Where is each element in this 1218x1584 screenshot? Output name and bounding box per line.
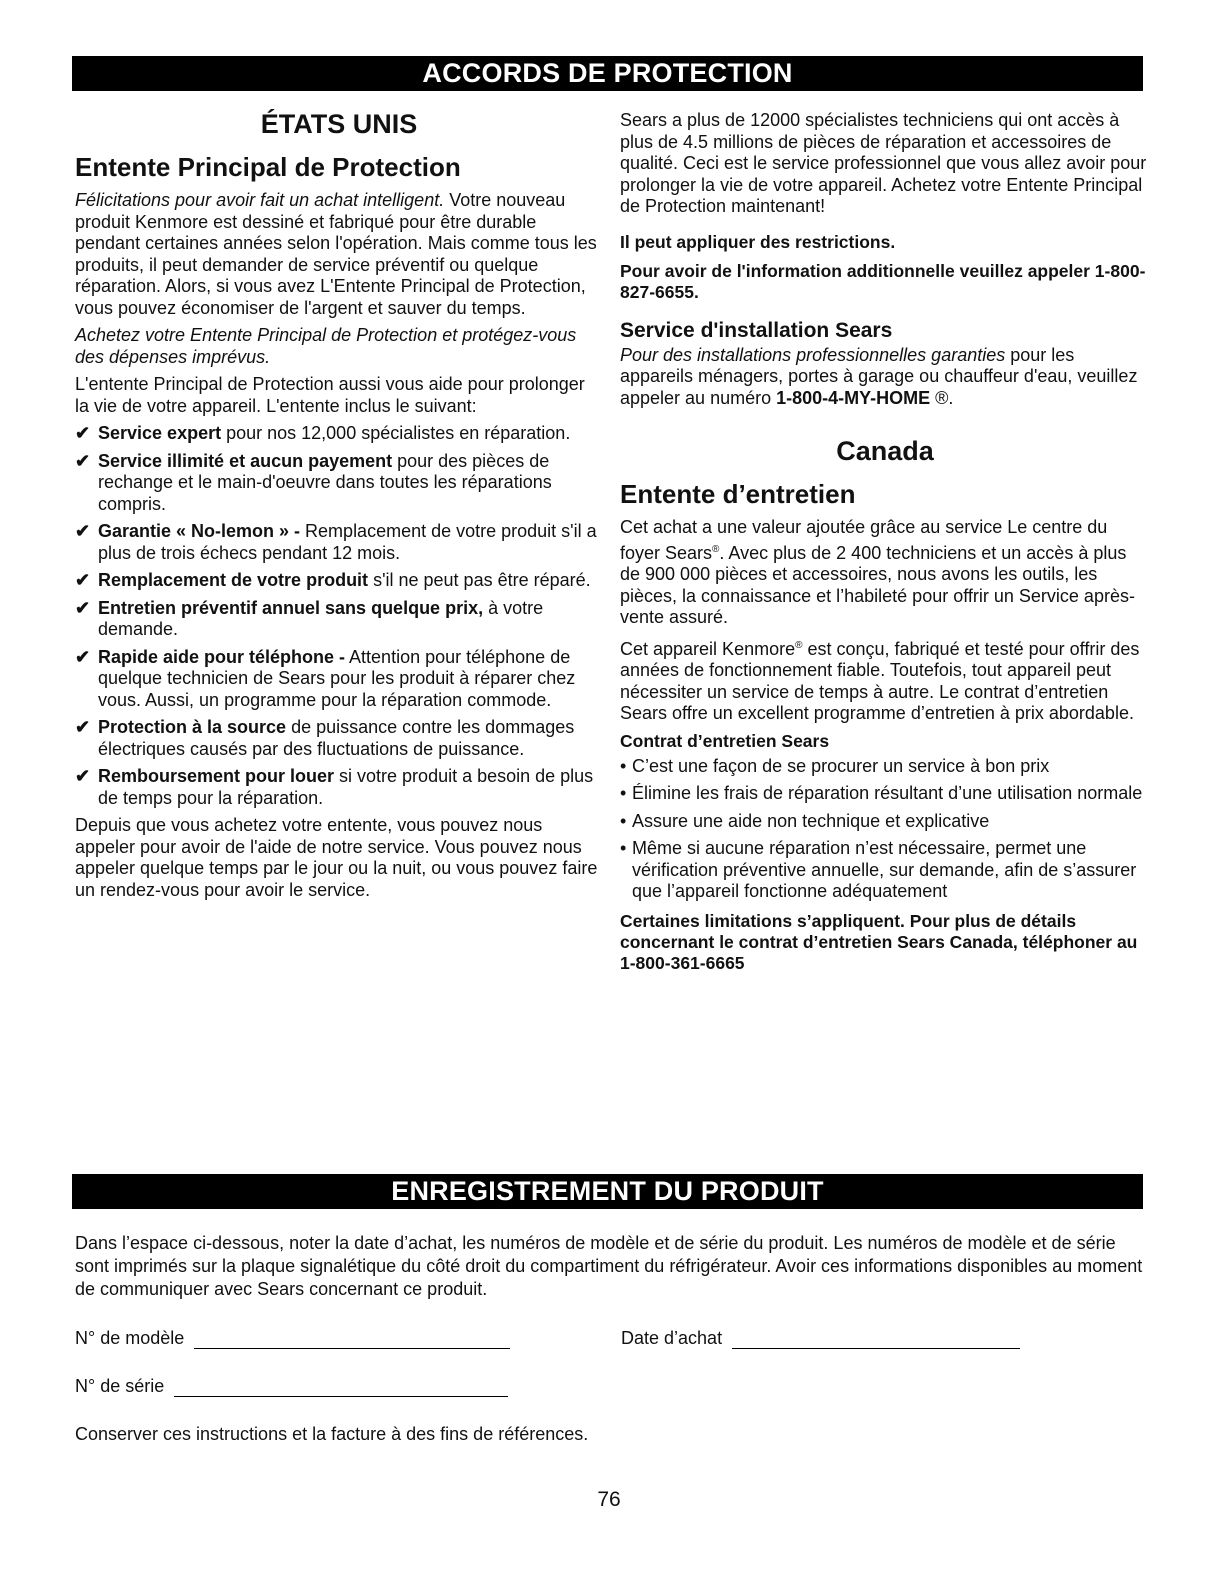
contract-title: Contrat d’entretien Sears — [620, 730, 830, 751]
bullet-text: C’est une façon de se procurer un service à bon prix — [632, 755, 1050, 776]
benefit-text: pour des pièces de rechange et le main-d'oeuvre dans toutes les réparations compris. — [98, 450, 552, 514]
more-info-note: Pour avoir de l'information additionnelle veuillez appeler 1-800-827-6655. — [620, 260, 1146, 302]
contract-bullets — [620, 756, 1150, 903]
us-closing: Depuis que vous achetez votre entente, vous pouvez nous appeler pour avoir de l'aide de notre service. Vous pouvez nous appeler quelque temps par le jour ou la nuit, ou vous pouvez faire un rendez-vous pour avoir le service. — [75, 815, 598, 900]
check-icon: ✔ — [75, 766, 91, 786]
benefit-text: Attention pour téléphone de quelque technicien de Sears pour les produit à réparer chez vous. Aussi, un programme pour la réparation commode. — [98, 646, 576, 710]
benefit-bold: Service expert — [98, 423, 222, 443]
bullet-icon: • — [620, 755, 627, 776]
serial-label: N° de série — [75, 1376, 165, 1396]
canada-para2-b: est conçu, fabriqué et testé pour offrir des années de fonctionnement fiable. Toutefois, tout appareil peut nécessiter un service de temps à autre. Le contrat d’entretien Sears offre un excellent programme d’entretien à prix abordable. — [620, 638, 1140, 723]
serial-line[interactable] — [174, 1378, 508, 1397]
page-number: 76 — [597, 1488, 621, 1511]
install-italic: Pour des installations professionnelles garanties — [620, 344, 1006, 365]
benefit-bold: Remplacement de votre produit — [98, 570, 369, 590]
date-label: Date d’achat — [621, 1328, 723, 1348]
canada-limits: Certaines limitations s’appliquent. Pour plus de détails concernant le contrat d’entretien Sears Canada, téléphoner au 1-800-361-6665 — [620, 910, 1138, 973]
canada-para2-a: Cet appareil Kenmore — [620, 638, 796, 659]
bullet-icon: • — [620, 783, 627, 803]
benefit-text: à votre demande. — [98, 597, 544, 639]
keep-instructions: Conserver ces instructions et la facture à des fins de références. — [75, 1424, 589, 1444]
install-end: ®. — [930, 387, 954, 408]
registration-header: ENREGISTREMENT DU PRODUIT — [72, 1174, 1143, 1209]
right-column — [620, 110, 1150, 978]
model-label: N° de modèle — [75, 1328, 185, 1348]
date-line[interactable] — [732, 1330, 1020, 1349]
bullet-text: Même si aucune réparation n’est nécessaire, permet une vérification préventive annuelle, sur demande, afin de s’assurer que l’appareil fonctionne adéquatement — [632, 838, 1137, 901]
benefit-item — [75, 570, 603, 592]
install-phone: 1-800-4-MY-HOME — [776, 387, 931, 408]
benefit-item — [75, 598, 603, 641]
benefit-bold: Entretien préventif annuel sans quelque prix, — [98, 597, 484, 618]
install-text: pour les appareils ménagers, portes à garage ou chauffeur d'eau, veuillez appeler au numéro — [620, 344, 1138, 408]
us-column — [75, 108, 603, 907]
registered-mark: ® — [795, 639, 803, 651]
check-icon: ✔ — [75, 521, 91, 541]
benefit-item — [75, 451, 603, 516]
registration-instructions: Dans l’espace ci-dessous, noter la date d’achat, les numéros de modèle et de série du produit. Les numéros de modèle et de série sont imprimés sur la plaque signalétique du côté droit du compartiment du réfrigérateur. Avoir ces informations disponibles au moment de communiquer avec Sears concernant ce produit. — [75, 1233, 1143, 1299]
benefit-item — [75, 521, 603, 564]
benefit-bold: Protection à la source — [98, 717, 287, 737]
sears-specialists-para: Sears a plus de 12000 spécialistes techniciens qui ont accès à plus de 4.5 millions de pièces de réparation et accessoires de qualité. Ceci est le service professionnel que vous allez avoir pour prolonger la vie de votre appareil. Achetez votre Entente Principal de Protection maintenant! — [620, 110, 1147, 216]
contract-bullet — [620, 756, 1150, 778]
benefit-item — [75, 766, 603, 809]
benefit-item — [75, 423, 603, 445]
us-intro-rest: Votre nouveau produit Kenmore est dessiné et fabriqué pour être durable pendant certaines années selon l'opération. Mais comme tous les produits, il peut demander de service préventif ou quelque réparation. Alors, si vous avez L'Entente Principal de Protection, vous pouvez économiser de l'argent et sauver du temps. — [75, 190, 597, 318]
benefit-text: pour nos 12,000 spécialistes en réparation. — [221, 423, 571, 443]
contract-bullet — [620, 783, 1150, 805]
us-includes: L'entente Principal de Protection aussi vous aide pour prolonger la vie de votre appareil. L'entente inclus le suivant: — [75, 374, 585, 416]
benefit-bold: Rapide aide pour téléphone - — [98, 646, 346, 667]
benefit-bold: Remboursement pour louer — [98, 766, 335, 786]
benefit-text: Remplacement de votre produit s'il a plus de trois échecs pendant 12 mois. — [98, 521, 597, 563]
check-icon: ✔ — [75, 450, 91, 471]
check-icon: ✔ — [75, 570, 91, 590]
restrictions-note: Il peut appliquer des restrictions. — [620, 231, 896, 252]
canada-country-heading: Canada — [836, 436, 934, 466]
install-title: Service d'installation Sears — [620, 318, 893, 342]
bullet-text: Élimine les frais de réparation résultant d’une utilisation normale — [632, 783, 1143, 803]
us-plan-title: Entente Principal de Protection — [75, 152, 461, 182]
check-icon: ✔ — [75, 423, 91, 443]
benefit-text: s'il ne peut pas être réparé. — [368, 570, 591, 590]
canada-plan-title: Entente d’entretien — [620, 479, 856, 509]
benefit-item — [75, 647, 603, 712]
benefit-text: de puissance contre les dommages électriques causés par des fluctuations de puissance. — [98, 717, 575, 759]
check-icon: ✔ — [75, 717, 91, 737]
bullet-icon: • — [620, 810, 627, 831]
benefit-bold: Garantie « No-lemon » - — [98, 521, 301, 541]
canada-para1-b: . Avec plus de 2 400 techniciens et un accès à plus de 900 000 pièces et accessoires, nous avons les outils, les pièces, la connaissance et l’habileté pour offrir un Service après-vente assuré. — [620, 542, 1135, 627]
contract-bullet — [620, 811, 1150, 833]
contract-bullet — [620, 838, 1150, 903]
check-icon: ✔ — [75, 646, 91, 667]
check-icon: ✔ — [75, 597, 91, 618]
bullet-icon: • — [620, 838, 627, 858]
benefit-list — [75, 423, 603, 809]
serial-field — [75, 1376, 508, 1397]
install-para — [620, 345, 1150, 410]
bullet-text: Assure une aide non technique et explicative — [632, 810, 990, 831]
us-intro — [75, 190, 603, 319]
model-field — [75, 1328, 510, 1349]
date-field — [621, 1328, 1020, 1349]
canada-para2 — [620, 635, 1150, 725]
protection-header: ACCORDS DE PROTECTION — [72, 56, 1143, 91]
us-country-heading: ÉTATS UNIS — [260, 109, 418, 139]
us-italic-para: Achetez votre Entente Principal de Protection et protégez-vous des dépenses imprévus. — [75, 325, 577, 367]
model-line[interactable] — [194, 1330, 510, 1349]
registered-mark: ® — [712, 543, 720, 555]
canada-para1-a: Cet achat a une valeur ajoutée grâce au service Le centre du foyer Sears — [620, 517, 1108, 563]
us-intro-italic: Félicitations pour avoir fait un achat intelligent. — [75, 190, 445, 210]
benefit-text: si votre produit a besoin de plus de temps pour la réparation. — [98, 766, 594, 808]
benefit-bold: Service illimité et aucun payement — [98, 450, 393, 471]
canada-para1 — [620, 517, 1150, 629]
benefit-item — [75, 717, 603, 760]
